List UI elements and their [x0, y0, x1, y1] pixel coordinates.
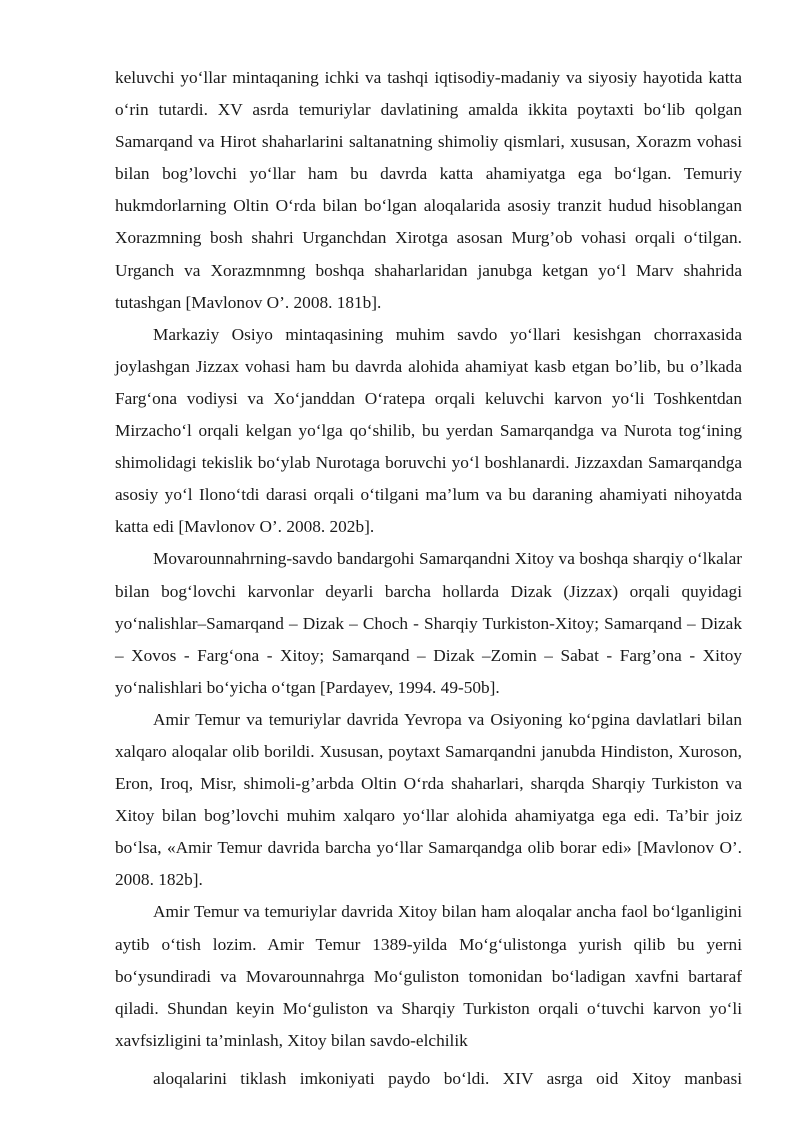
paragraph-4: Amir Temur va temuriylar davrida Yevropa va Osiyoning ko‘pgina davlatlari bilan xalqaro aloqalar olib borildi. Xususan, poytaxt Samarqandni janubda Hindiston, Xuroson, Eron, Iroq, Misr, shimoli-g’arbda Oltin O‘rda shaharlari, sharqda Sharqiy Turkiston va Xitoy bilan bog’lovchi muhim xalqaro yo‘llar alohida ahamiyatga ega edi. Ta’bir joiz bo‘lsa, «Amir Temur davrida barcha yo‘llar Samarqandga olib borar edi» [Mavlonov O’. 2008. 182b]. [115, 709, 742, 890]
paragraph-5: Amir Temur va temuriylar davrida Xitoy bilan ham aloqalar ancha faol bo‘lganligini aytib o‘tish lozim. Amir Temur 1389-yilda Mo‘g‘ulistonga yurish qilib bu yerni bo‘ysundiradi va Movarounnahrga Mo‘guliston tomonidan bo‘ladigan xavfni bartaraf qiladi. Shundan keyin Mo‘guliston va Sharqiy Turkiston orqali o‘tuvchi karvon yo‘li xavfsizligini ta’minlash, Xitoy bilan savdo-elchilik [115, 902, 742, 1050]
paragraph-6: aloqalarini tiklash imkoniyati paydo bo‘ldi. XIV asrga oid Xitoy manbasi [153, 1068, 742, 1088]
paragraph-1: keluvchi yo‘llar mintaqaning ichki va tashqi iqtisodiy-madaniy va siyosiy hayotida katta o‘rin tutardi. XV asrda temuriylar davlatining amalda ikkita poytaxti bo‘lib qolgan Samarqand va Hirot shaharlarini saltanatning shimoliy qismlari, xususan, Xorazm vohasi bilan bog’lovchi yo‘llar ham bu davrda katta ahamiyatga ega bo‘lgan. Temuriy hukmdorlarning Oltin O‘rda bilan bo‘lgan aloqalarida asosiy tranzit hudud hisoblangan Xorazmning bosh shahri Urganchdan Xirotga asosan Murg’ob vohasi orqali o‘tilgan. Urganch va Xorazmnmng boshqa shaharlaridan janubga ketgan yo‘l Marv shahrida tutashgan [Mavlonov O’. 2008. 181b]. [115, 68, 742, 312]
paragraph-3: Movarounnahrning-savdo bandargohi Samarqandni Xitoy va boshqa sharqiy o‘lkalar bilan bog‘lovchi karvonlar deyarli barcha hollarda Dizak (Jizzax) orqali quyidagi yo‘nalishlar–Samarqand – Dizak – Choch - Sharqiy Turkiston-Xitoy; Samarqand – Dizak – Xovos - Farg‘ona - Xitoy; Samarqand – Dizak –Zomin – Sabat - Farg’ona - Xitoy yo‘nalishlari bo‘yicha o‘tgan [Pardayev, 1994. 49-50b]. [115, 549, 742, 697]
paragraph-2: Markaziy Osiyo mintaqasining muhim savdo yo‘llari kesishgan chorraxasida joylashgan Jizzax vohasi ham bu davrda alohida ahamiyat kasb etgan bo’lib, bu o’lkada Farg‘ona vodiysi va Xo‘janddan O‘ratepa orqali keluvchi karvon yo‘li Toshkentdan Mirzacho‘l orqali kelgan yo‘lga qo‘shilib, bu yerdan Samarqandga va Nurota tog‘ining shimolidagi tekislik bo‘ylab Nurotaga boruvchi yo‘l boshlanardi. Jizzaxdan Samarqandga asosiy yo‘l Ilono‘tdi darasi orqali o‘tilgani ma’lum va bu daraning ahamiyati nihoyatda katta edi [Mavlonov O’. 2008. 202b]. [115, 324, 742, 537]
